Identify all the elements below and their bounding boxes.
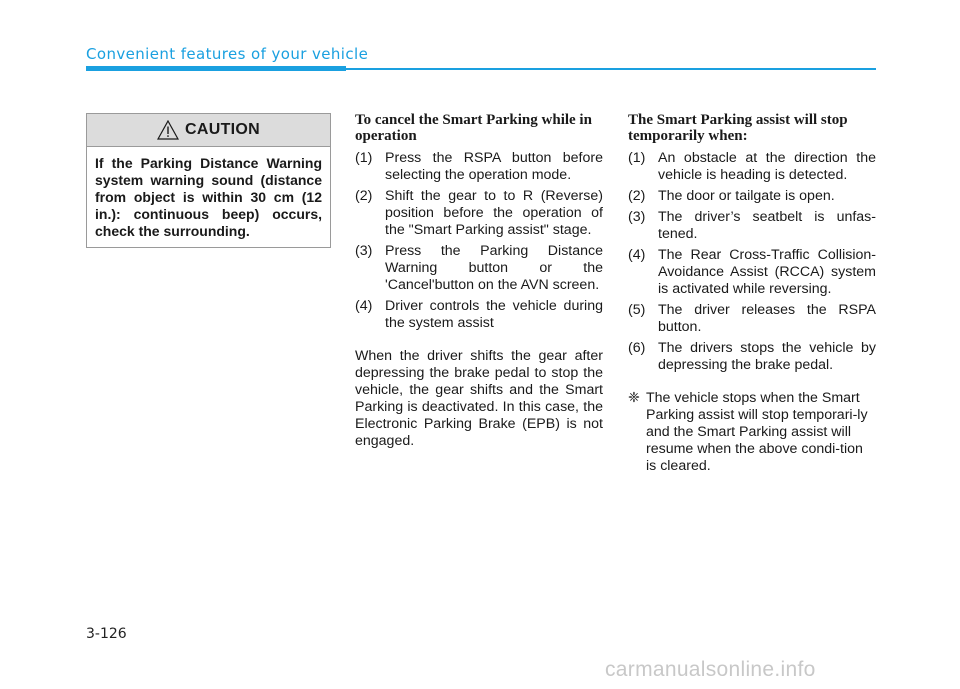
list-item-number: (1) <box>355 150 373 166</box>
list-item <box>355 150 603 184</box>
list-item-number: (2) <box>628 188 646 204</box>
watermark-text: carmanualsonline.info <box>605 658 816 681</box>
list-item-text: Press the RSPA button before selecting the operation mode. <box>385 150 603 183</box>
section-header-title: Convenient features of your vehicle <box>86 45 369 63</box>
caution-label: CAUTION <box>185 121 260 138</box>
list-item <box>628 188 876 205</box>
header-rule <box>346 68 876 70</box>
list-item-number: (3) <box>355 243 373 259</box>
caution-box <box>86 113 331 248</box>
note-symbol-icon: ❈ <box>628 390 640 406</box>
cancel-section-title: To cancel the Smart Parking while in operation <box>355 112 592 144</box>
list-item-number: (4) <box>628 247 646 263</box>
list-item-text: The driver releases the RSPA button. <box>658 302 876 335</box>
cancel-section <box>355 112 603 450</box>
cancel-paragraph: When the driver shifts the gear after depressing the brake pedal to stop the vehicle, the gear shifts and the Smart Parking is deactivated. In this case, the Electronic Parking Brake (EPB) is not engaged. <box>355 348 603 449</box>
list-item-text: The Rear Cross-Traffic Collision-Avoidance Assist (RCCA) system is activated while reversing. <box>658 247 876 297</box>
list-item-number: (4) <box>355 298 373 314</box>
list-item-text: Shift the gear to to R (Reverse) position before the operation of the "Smart Parking assist" stage. <box>385 188 603 238</box>
list-item-number: (5) <box>628 302 646 318</box>
list-item-text: Driver controls the vehicle during the system assist <box>385 298 603 331</box>
warning-triangle-icon <box>157 120 179 140</box>
stop-section-title: The Smart Parking assist will stop temporarily when: <box>628 112 848 144</box>
caution-text: If the Parking Distance Warning system warning sound (distance from object is within 30 cm (12 in.): continuous beep) occurs, check the surrounding. <box>95 155 322 239</box>
list-item <box>628 302 876 336</box>
stop-section <box>628 112 876 475</box>
list-item-text: The driver’s seatbelt is unfas-tened. <box>658 209 876 242</box>
list-item-text: The drivers stops the vehicle by depressing the brake pedal. <box>658 340 876 373</box>
list-item-number: (2) <box>355 188 373 204</box>
list-item-number: (6) <box>628 340 646 356</box>
list-item-number: (3) <box>628 209 646 225</box>
note-text: The vehicle stops when the Smart Parking assist will stop temporari-ly and the Smart Parking assist will resume when the above condi-tion is cleared. <box>646 390 868 474</box>
list-item <box>628 209 876 243</box>
stop-note <box>628 390 876 475</box>
page-number: 3-126 <box>86 626 127 642</box>
list-item-number: (1) <box>628 150 646 166</box>
list-item <box>628 150 876 184</box>
caution-header <box>87 114 330 147</box>
list-item <box>628 340 876 374</box>
list-item <box>355 188 603 239</box>
list-item-text: The door or tailgate is open. <box>658 188 835 204</box>
list-item-text: Press the Parking Distance Warning button or the 'Cancel'button on the AVN screen. <box>385 243 603 293</box>
list-item <box>628 247 876 298</box>
header-accent-bar <box>86 66 346 71</box>
list-item <box>355 243 603 294</box>
list-item-text: An obstacle at the direction the vehicle is heading is detected. <box>658 150 876 183</box>
list-item <box>355 298 603 332</box>
